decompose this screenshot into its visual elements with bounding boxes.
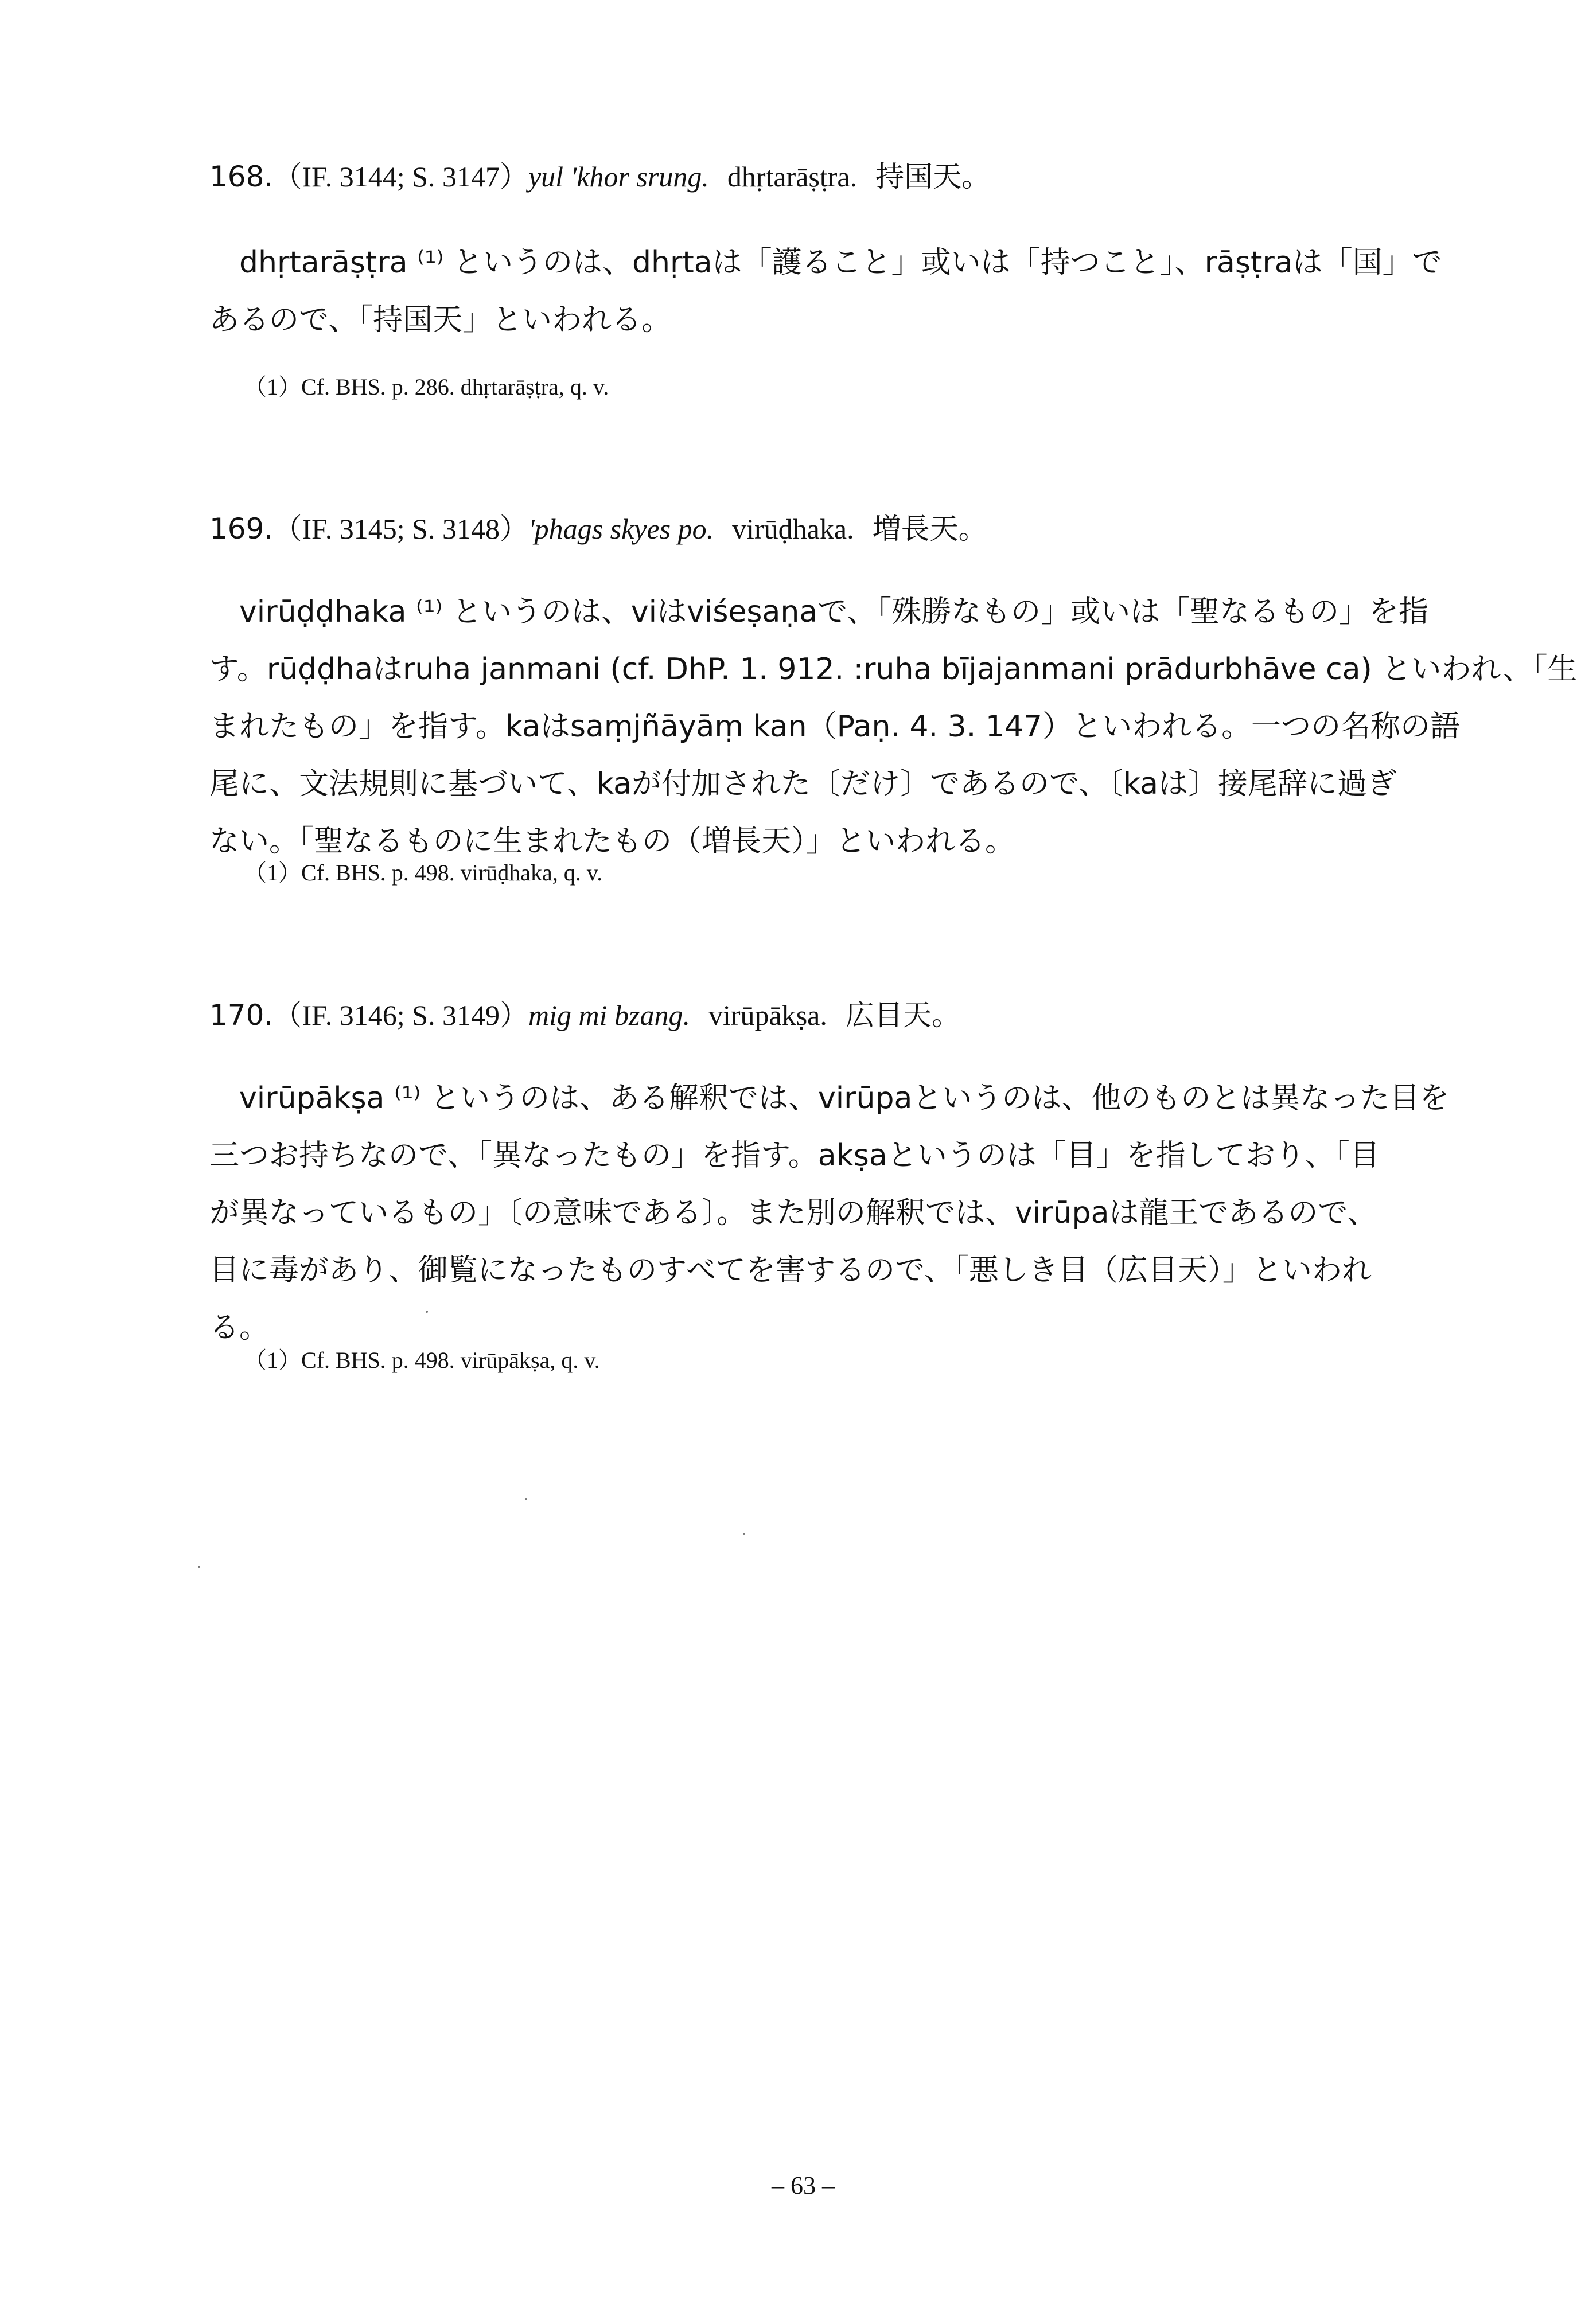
page-number: – 63 – [772, 2171, 835, 2200]
sanskrit-term: virūḍhaka. [732, 513, 854, 545]
entry-body-170 [209, 1070, 1450, 1356]
body-line: まれたもの」を指す。kaはsaṃjñāyāṃ kan（Paṇ. 4. 3. 147）といわれる。一つの名称の語 [209, 709, 1461, 744]
scan-speck [525, 1498, 527, 1500]
scan-speck [198, 1566, 200, 1568]
japanese-term: 増長天。 [872, 512, 987, 545]
footnote-170: （1）Cf. BHS. p. 498. virūpākṣa, q. v. [244, 1347, 600, 1373]
body-line: virūpākṣa ⁽¹⁾ というのは、ある解釈では、virūpaというのは、他のものとは異なった目を [239, 1081, 1450, 1116]
body-line: 目に毒があり、御覧になったものすべてを害するので、「悪しき目（広目天）」といわれ [209, 1253, 1372, 1288]
tibetan-term: yul 'khor srung. [528, 161, 709, 193]
japanese-term: 広目天。 [845, 999, 960, 1032]
entry-heading-168 [209, 162, 990, 191]
body-line: る。 [209, 1311, 270, 1345]
entry-number: 169. [209, 512, 274, 545]
body-line: 三つお持ちなので、「異なったもの」を指す。akṣaというのは「目」を指しており、「目 [209, 1138, 1380, 1173]
tibetan-term: mig mi bzang. [528, 999, 690, 1031]
footnote-168: （1）Cf. BHS. p. 286. dhṛtarāṣṭra, q. v. [244, 374, 609, 400]
entry-reference: （IF. 3144; S. 3147） [273, 161, 528, 193]
body-line: virūḍḍhaka ⁽¹⁾ というのは、viはviśeṣaṇaで、「殊勝なもの」或いは「聖なるもの」を指 [239, 595, 1429, 629]
entry-reference: （IF. 3145; S. 3148） [273, 513, 528, 545]
body-line: あるので、「持国天」といわれる。 [209, 303, 671, 337]
entry-reference: （IF. 3146; S. 3149） [273, 999, 528, 1031]
sanskrit-term: virūpākṣa. [708, 999, 827, 1031]
body-line: ない。「聖なるものに生まれたもの（増長天）」といわれる。 [209, 824, 1015, 859]
sanskrit-term: dhṛtarāṣṭra. [727, 161, 858, 193]
scan-speck [426, 1311, 428, 1313]
entry-body-169 [209, 583, 1577, 870]
body-line: dhṛtarāṣṭra ⁽¹⁾ というのは、dhṛtaは「護ること」或いは「持つこと」、rāṣṭraは「国」で [239, 245, 1442, 280]
entry-number: 168. [209, 160, 274, 193]
scan-speck [743, 1533, 745, 1535]
body-line: が異なっているもの」〔の意味である〕。また別の解釈では、virūpaは龍王であるので、 [209, 1196, 1377, 1230]
entry-number: 170. [209, 999, 274, 1032]
entry-heading-169 [209, 514, 987, 543]
entry-heading-170 [209, 1001, 960, 1030]
tibetan-term: 'phags skyes po. [528, 513, 714, 545]
footnote-169: （1）Cf. BHS. p. 498. virūḍhaka, q. v. [244, 860, 603, 886]
body-line: す。rūḍḍhaはruha janmani (cf. DhP. 1. 912. :ruha bījajanmani prādurbhāve ca) といわれ、「生 [209, 652, 1577, 687]
entry-body-168 [209, 234, 1442, 349]
body-line: 尾に、文法規則に基づいて、kaが付加された〔だけ〕であるので、〔kaは〕接尾辞に過ぎ [209, 767, 1397, 801]
japanese-term: 持国天。 [875, 160, 991, 193]
